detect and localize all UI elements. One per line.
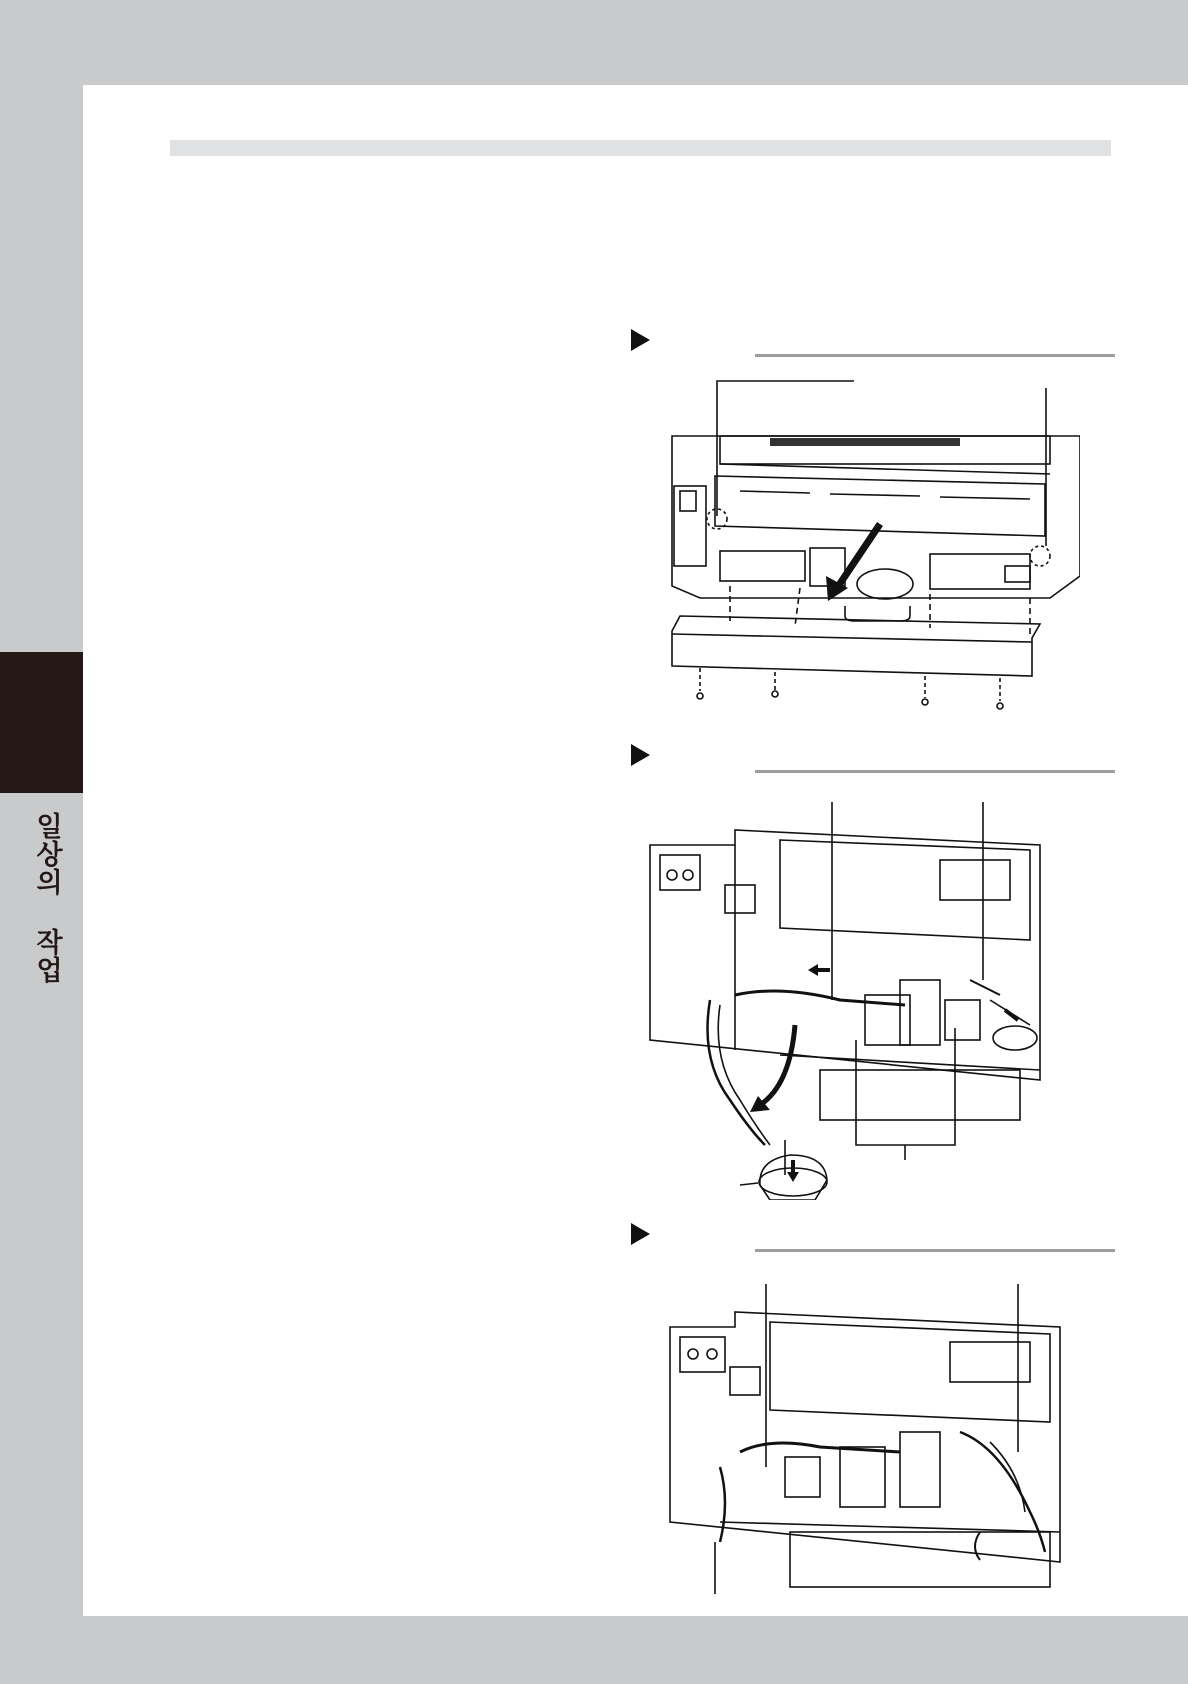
figure-hose-reattach xyxy=(660,1282,1070,1598)
chapter-tab[interactable] xyxy=(0,652,83,793)
leader-line-left xyxy=(717,381,854,516)
step-3-play-icon xyxy=(631,1223,650,1245)
chapter-tab-label: 일상의 작업 xyxy=(31,812,62,984)
drain-hose xyxy=(735,991,905,1005)
step-2-play-icon xyxy=(631,744,650,766)
step-1-play-icon xyxy=(631,329,650,351)
figure-front-cover-removal xyxy=(660,376,1080,736)
removed-cover xyxy=(672,616,1040,676)
flow-arrow xyxy=(760,1025,795,1105)
step-2-rule xyxy=(755,770,1115,773)
machine-body xyxy=(672,436,1080,598)
step-1-rule xyxy=(755,354,1115,357)
machine-frame xyxy=(670,1312,1060,1562)
figure-hose-drain xyxy=(640,800,1050,1200)
header-bar xyxy=(170,140,1111,156)
step-3-rule xyxy=(755,1249,1115,1252)
